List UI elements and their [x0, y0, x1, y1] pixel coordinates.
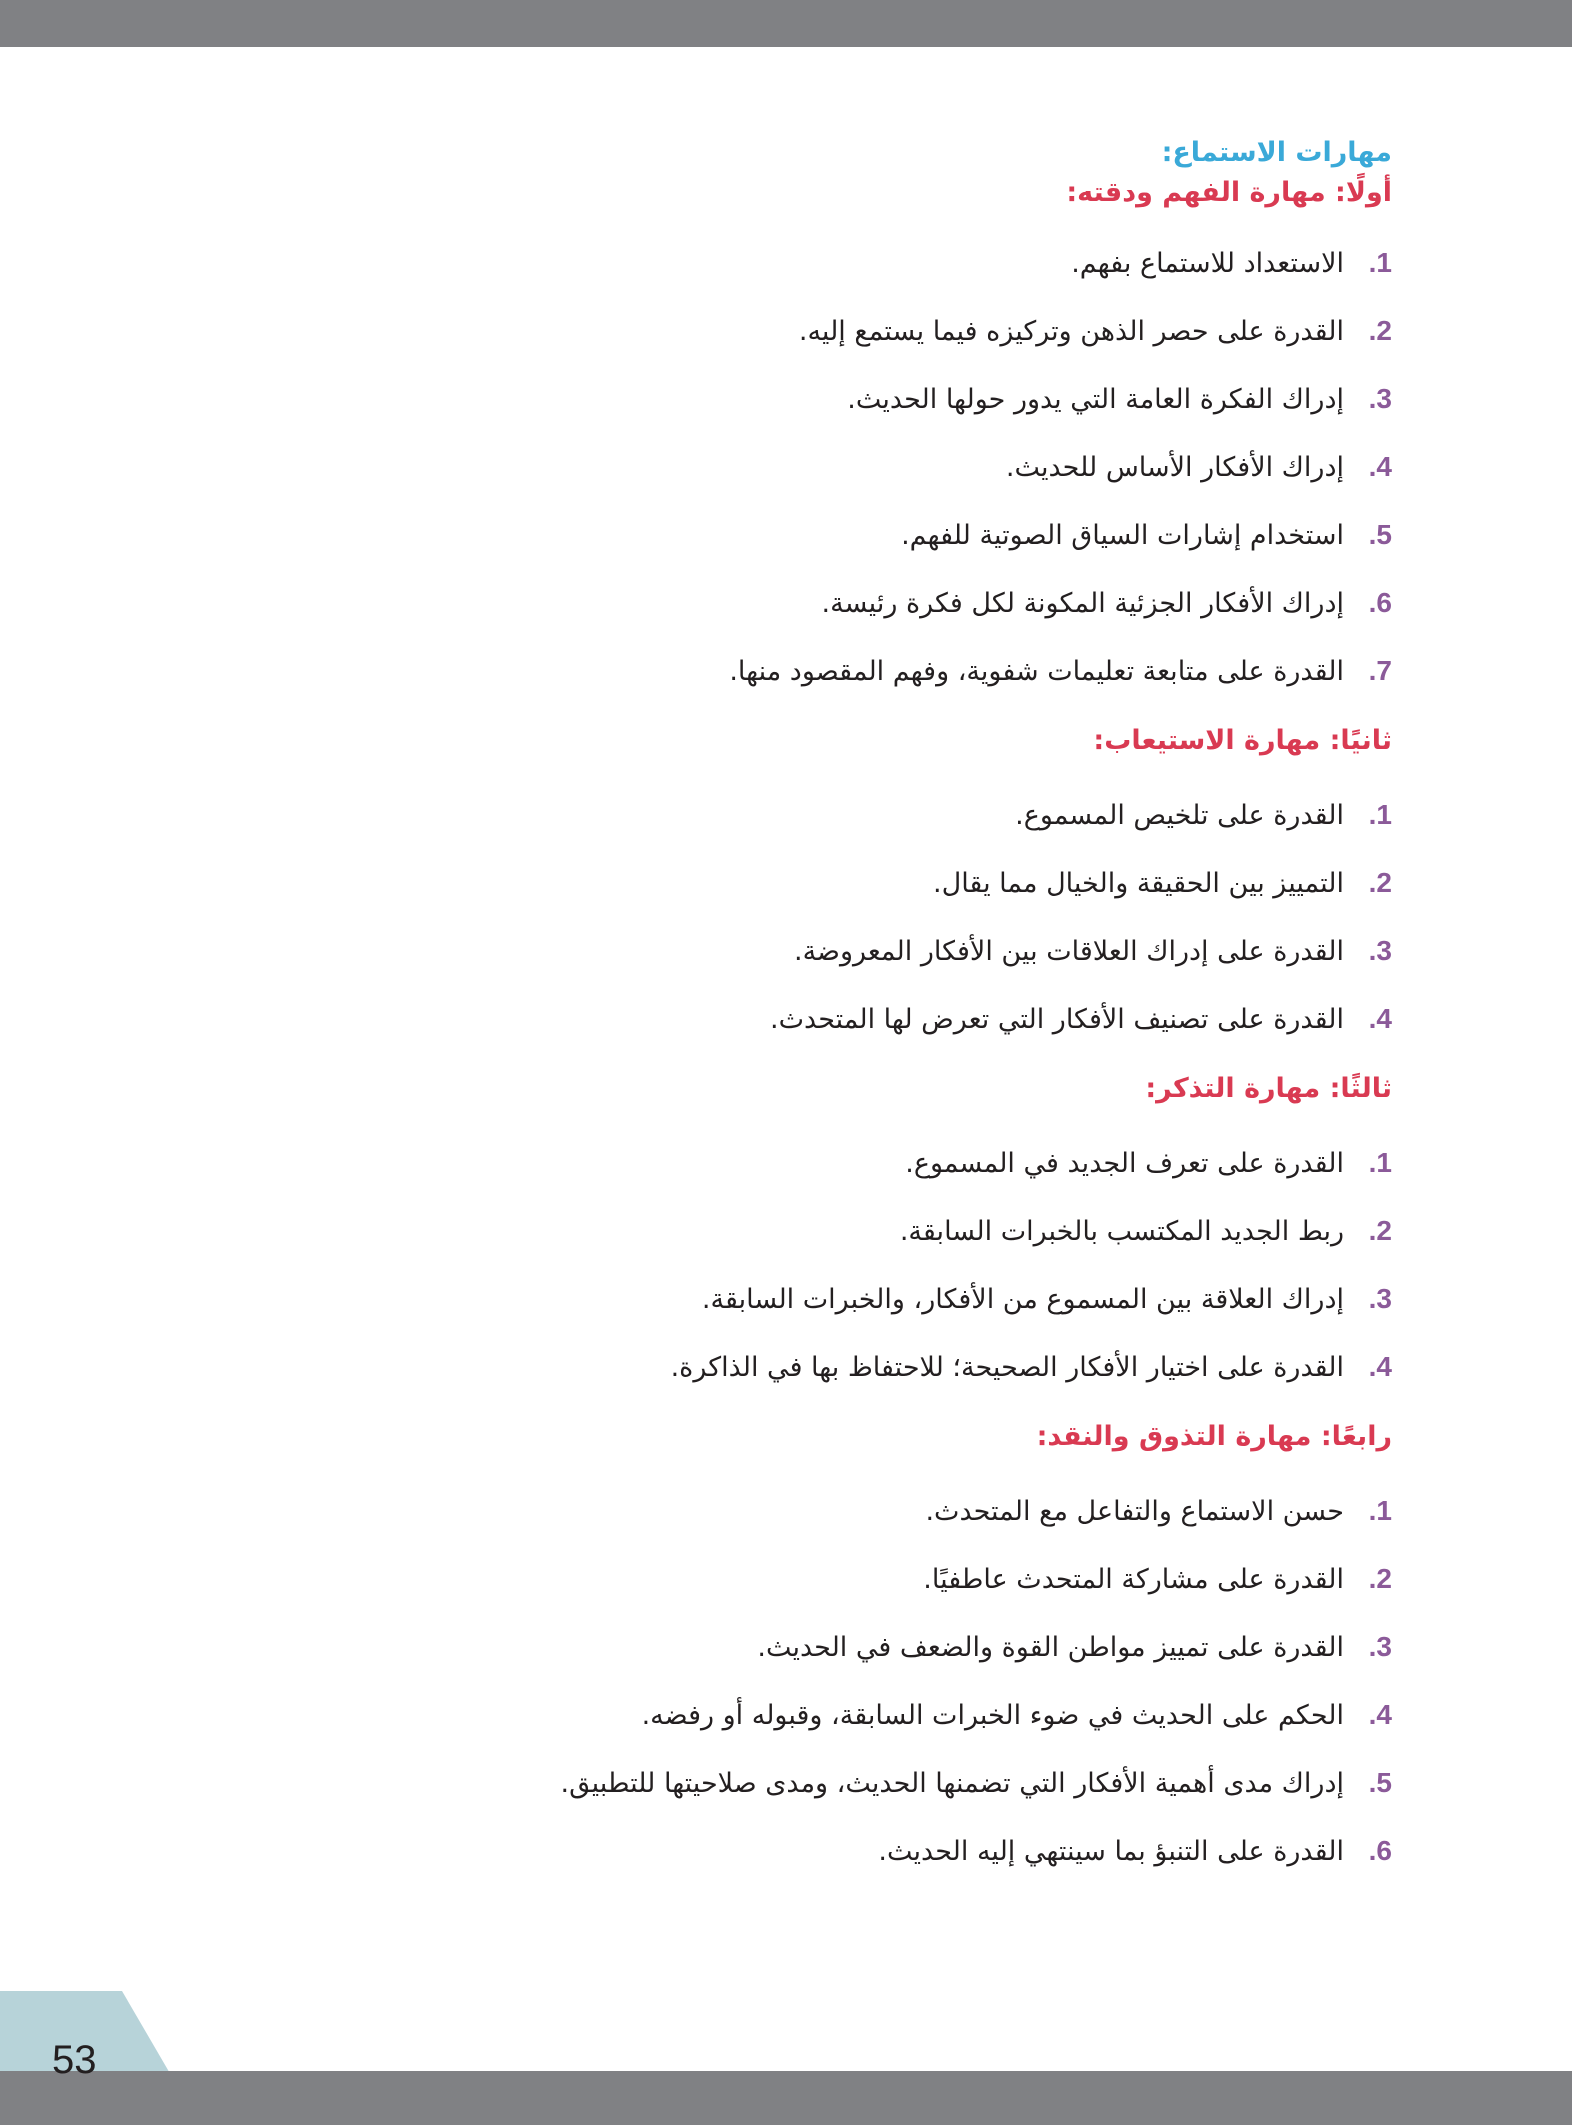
skill-group-appreciation-critique	[380, 1419, 1392, 1885]
page-number: 53	[52, 2038, 97, 2082]
list-item	[380, 637, 1392, 705]
item-text: القدرة على مشاركة المتحدث عاطفيًا.	[923, 1563, 1344, 1595]
item-number: 3.	[1368, 1283, 1392, 1314]
item-text: القدرة على تصنيف الأفكار التي تعرض لها المتحدث.	[770, 1003, 1344, 1035]
item-number: 5.	[1368, 1767, 1392, 1798]
item-text: القدرة على متابعة تعليمات شفوية، وفهم المقصود منها.	[729, 655, 1344, 687]
skill-group-memory	[380, 1071, 1392, 1401]
skill-group-comprehension	[380, 175, 1392, 705]
list-item	[380, 985, 1392, 1053]
skill-list	[380, 1477, 1392, 1885]
list-item	[380, 501, 1392, 569]
item-text: التمييز بين الحقيقة والخيال مما يقال.	[933, 867, 1344, 899]
item-text: إدراك الأفكار الجزئية المكونة لكل فكرة رئيسة.	[821, 587, 1344, 619]
list-item	[380, 229, 1392, 297]
item-number: 7.	[1368, 655, 1392, 686]
item-text: القدرة على تمييز مواطن القوة والضعف في الحديث.	[757, 1631, 1344, 1663]
item-number: 4.	[1368, 1351, 1392, 1382]
list-item	[380, 1129, 1392, 1197]
list-item	[380, 1197, 1392, 1265]
list-item	[380, 781, 1392, 849]
item-text: الاستعداد للاستماع بفهم.	[1071, 247, 1344, 279]
item-number: 4.	[1368, 1003, 1392, 1034]
list-item	[380, 569, 1392, 637]
item-number: 1.	[1368, 799, 1392, 830]
item-text: الحكم على الحديث في ضوء الخبرات السابقة، وقبوله أو رفضه.	[641, 1699, 1344, 1731]
group-heading: ثانيًا: مهارة الاستيعاب:	[1093, 725, 1392, 756]
item-number: 2.	[1368, 315, 1392, 346]
list-item	[380, 1613, 1392, 1681]
item-text: القدرة على التنبؤ بما سينتهي إليه الحديث.	[878, 1835, 1344, 1867]
list-item	[380, 849, 1392, 917]
item-number: 1.	[1368, 1495, 1392, 1526]
list-item	[380, 365, 1392, 433]
list-item	[380, 1749, 1392, 1817]
item-number: 6.	[1368, 587, 1392, 618]
list-item	[380, 917, 1392, 985]
section-title: مهارات الاستماع:	[1161, 137, 1392, 168]
item-number: 5.	[1368, 519, 1392, 550]
list-item	[380, 433, 1392, 501]
item-text: استخدام إشارات السياق الصوتية للفهم.	[901, 519, 1344, 551]
item-text: ربط الجديد المكتسب بالخبرات السابقة.	[899, 1215, 1344, 1247]
item-text: القدرة على اختيار الأفكار الصحيحة؛ للاحتفاظ بها في الذاكرة.	[670, 1351, 1344, 1383]
list-item	[380, 1545, 1392, 1613]
item-number: 1.	[1368, 1147, 1392, 1178]
item-number: 2.	[1368, 1563, 1392, 1594]
skill-group-absorption	[380, 723, 1392, 1053]
item-text: القدرة على حصر الذهن وتركيزه فيما يستمع إليه.	[798, 315, 1344, 347]
item-number: 2.	[1368, 1215, 1392, 1246]
item-number: 2.	[1368, 867, 1392, 898]
item-number: 4.	[1368, 1699, 1392, 1730]
list-item	[380, 1681, 1392, 1749]
list-item	[380, 1333, 1392, 1401]
bottom-bar	[0, 2071, 1572, 2125]
skill-list	[380, 781, 1392, 1053]
item-text: إدراك مدى أهمية الأفكار التي تضمنها الحديث، ومدى صلاحيتها للتطبيق.	[560, 1767, 1344, 1799]
item-number: 3.	[1368, 1631, 1392, 1662]
item-number: 4.	[1368, 451, 1392, 482]
group-heading: أولًا: مهارة الفهم ودقته:	[1066, 177, 1392, 208]
list-item	[380, 1265, 1392, 1333]
item-text: القدرة على إدراك العلاقات بين الأفكار المعروضة.	[793, 935, 1344, 967]
item-text: القدرة على تلخيص المسموع.	[1015, 799, 1344, 831]
skill-list	[380, 229, 1392, 705]
item-text: حسن الاستماع والتفاعل مع المتحدث.	[925, 1495, 1344, 1527]
page-content	[380, 135, 1392, 1885]
item-text: إدراك الأفكار الأساس للحديث.	[1005, 451, 1344, 483]
item-number: 1.	[1368, 247, 1392, 278]
item-number: 6.	[1368, 1835, 1392, 1866]
skill-list	[380, 1129, 1392, 1401]
group-heading: رابعًا: مهارة التذوق والنقد:	[1036, 1421, 1392, 1452]
list-item	[380, 297, 1392, 365]
list-item	[380, 1817, 1392, 1885]
item-number: 3.	[1368, 935, 1392, 966]
group-heading: ثالثًا: مهارة التذكر:	[1145, 1073, 1392, 1104]
item-text: القدرة على تعرف الجديد في المسموع.	[905, 1147, 1344, 1179]
top-bar	[0, 0, 1572, 47]
item-text: إدراك الفكرة العامة التي يدور حولها الحديث.	[847, 383, 1344, 415]
item-number: 3.	[1368, 383, 1392, 414]
list-item	[380, 1477, 1392, 1545]
item-text: إدراك العلاقة بين المسموع من الأفكار، والخبرات السابقة.	[701, 1283, 1344, 1315]
